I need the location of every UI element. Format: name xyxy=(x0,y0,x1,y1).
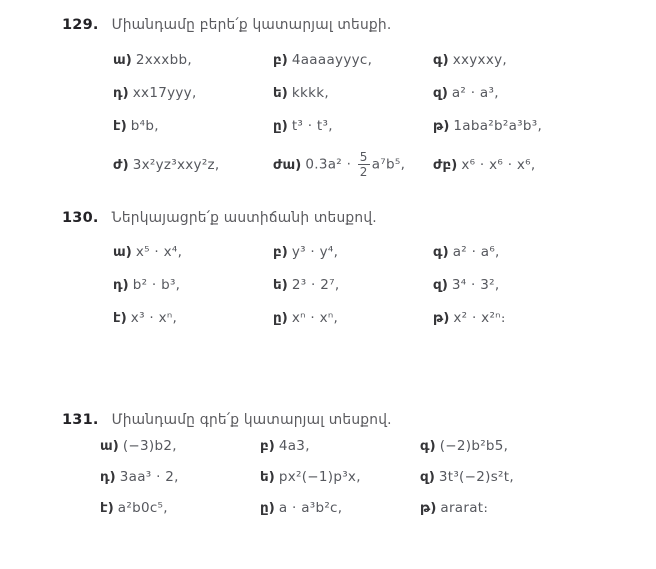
item-expression: 2³ · 2⁷, xyxy=(291,277,340,294)
exercise-item xyxy=(260,469,420,485)
item-expression: 4a3, xyxy=(278,438,310,455)
item-label: ա) xyxy=(113,244,132,261)
item-expression: a²b0c⁵, xyxy=(117,500,168,517)
exercise-item xyxy=(433,118,646,134)
exercise-item xyxy=(420,500,646,516)
exercise-title: Միանդամը գրե՛ք կատարյալ տեսքով. xyxy=(111,412,392,429)
exercise-item xyxy=(113,52,273,68)
exercise-item xyxy=(420,438,646,454)
exercise xyxy=(62,409,646,516)
exercise-item xyxy=(260,438,420,454)
item-label: գ) xyxy=(420,438,436,455)
item-label: ժբ) xyxy=(433,156,458,173)
item-expression: px²(−1)p³x, xyxy=(278,469,361,486)
item-label: ժա) xyxy=(273,156,302,173)
item-label: ը) xyxy=(273,118,288,134)
exercise-item xyxy=(100,469,260,485)
exercise-item xyxy=(273,118,433,134)
exercise-item-grid xyxy=(100,438,646,516)
item-expression: y³ · y⁴, xyxy=(291,244,339,261)
exercise-number: 131. xyxy=(62,412,99,429)
item-expression: x² · x²ⁿ։ xyxy=(453,310,506,327)
item-expression: t³ · t³, xyxy=(291,118,333,134)
exercise-item xyxy=(113,310,273,326)
item-label: ժ) xyxy=(113,156,129,173)
item-expression: 2xxxbb, xyxy=(135,52,192,68)
item-label: է) xyxy=(100,500,114,517)
item-label: զ) xyxy=(420,469,435,486)
item-expression: 1aba²b²a³b³, xyxy=(453,118,543,134)
exercise-item xyxy=(433,244,646,260)
exercise-item xyxy=(433,277,646,293)
item-label: ա) xyxy=(100,438,119,455)
exercise-header xyxy=(62,14,646,35)
exercise xyxy=(62,207,646,326)
item-label: ե) xyxy=(273,85,288,101)
item-expression: (−2)b²b5, xyxy=(439,438,509,455)
exercise-title: Ներկայացրե՛ք աստիճանի տեսքով. xyxy=(111,210,377,227)
item-label: թ) xyxy=(433,310,450,327)
item-label: բ) xyxy=(260,438,275,455)
item-label: բ) xyxy=(273,244,288,261)
exercise-item xyxy=(433,52,646,68)
item-expression: a² · a⁶, xyxy=(452,244,500,261)
item-label: դ) xyxy=(100,469,116,486)
item-expression: 3x²yz³xxy²z, xyxy=(132,156,220,173)
exercise-item xyxy=(260,500,420,516)
item-expression: xx17yyy, xyxy=(132,85,197,101)
exercise-item xyxy=(273,85,433,101)
exercise xyxy=(62,14,646,178)
item-label: ե) xyxy=(260,469,275,486)
exercise-title: Միանդամը բերե՛ք կատարյալ տեսքի. xyxy=(111,17,392,33)
item-label: է) xyxy=(113,118,127,134)
exercise-item xyxy=(420,469,646,485)
item-label: դ) xyxy=(113,85,129,101)
item-label: բ) xyxy=(273,52,288,68)
item-expression: a · a³b²c, xyxy=(278,500,343,517)
item-expression: xxyxxy, xyxy=(452,52,508,68)
exercise-item xyxy=(273,151,433,178)
exercise-item xyxy=(273,244,433,260)
item-expression: (−3)b2, xyxy=(122,438,177,455)
item-label: թ) xyxy=(420,500,437,517)
exercise-item xyxy=(433,151,646,178)
item-label: թ) xyxy=(433,118,450,134)
exercise-item xyxy=(113,151,273,178)
item-expression: x⁶ · x⁶ · x⁶, xyxy=(461,156,536,173)
exercise-header xyxy=(62,207,646,228)
exercise-item xyxy=(113,277,273,293)
item-expression: 3t³(−2)s²t, xyxy=(438,469,514,486)
exercise-item xyxy=(100,438,260,454)
item-label: դ) xyxy=(113,277,129,294)
item-expression: 3aa³ · 2, xyxy=(119,469,179,486)
item-expression: 4aaaayyyc, xyxy=(291,52,373,68)
item-label: զ) xyxy=(433,85,448,101)
exercise-item xyxy=(113,244,273,260)
item-label: ը) xyxy=(273,310,288,327)
item-label: գ) xyxy=(433,244,449,261)
exercise-item-grid xyxy=(113,244,646,326)
item-expression: b⁴b, xyxy=(130,118,159,134)
exercise-item xyxy=(273,277,433,293)
exercise-item xyxy=(100,500,260,516)
exercise-item xyxy=(273,310,433,326)
exercise-header xyxy=(62,409,646,430)
exercise-number: 130. xyxy=(62,210,99,227)
item-label: ը) xyxy=(260,500,275,517)
item-label: ե) xyxy=(273,277,288,294)
exercise-item xyxy=(273,52,433,68)
item-expression: b² · b³, xyxy=(132,277,181,294)
fraction: $\frac{5}{2}$ xyxy=(359,150,368,179)
exercise-item xyxy=(113,85,273,101)
item-label: զ) xyxy=(433,277,448,294)
item-expression: a² · a³, xyxy=(451,85,499,101)
exercise-item xyxy=(113,118,273,134)
item-label: գ) xyxy=(433,52,449,68)
item-expression: x⁵ · x⁴, xyxy=(135,244,183,261)
item-expression: x³ · xⁿ, xyxy=(130,310,178,327)
exercise-item xyxy=(433,310,646,326)
exercise-item xyxy=(433,85,646,101)
item-expression: kkkk, xyxy=(291,85,329,101)
item-label: է) xyxy=(113,310,127,327)
exercise-number: 129. xyxy=(62,17,99,33)
item-expression: 3⁴ · 3², xyxy=(451,277,500,294)
item-expression: 0.3a² · $\frac{5}{2}$ a⁷b⁵, xyxy=(305,150,406,179)
exercise-item-grid xyxy=(113,52,646,178)
item-expression: xⁿ · xⁿ, xyxy=(291,310,339,327)
item-expression: ararat։ xyxy=(440,500,489,517)
item-label: ա) xyxy=(113,52,132,68)
